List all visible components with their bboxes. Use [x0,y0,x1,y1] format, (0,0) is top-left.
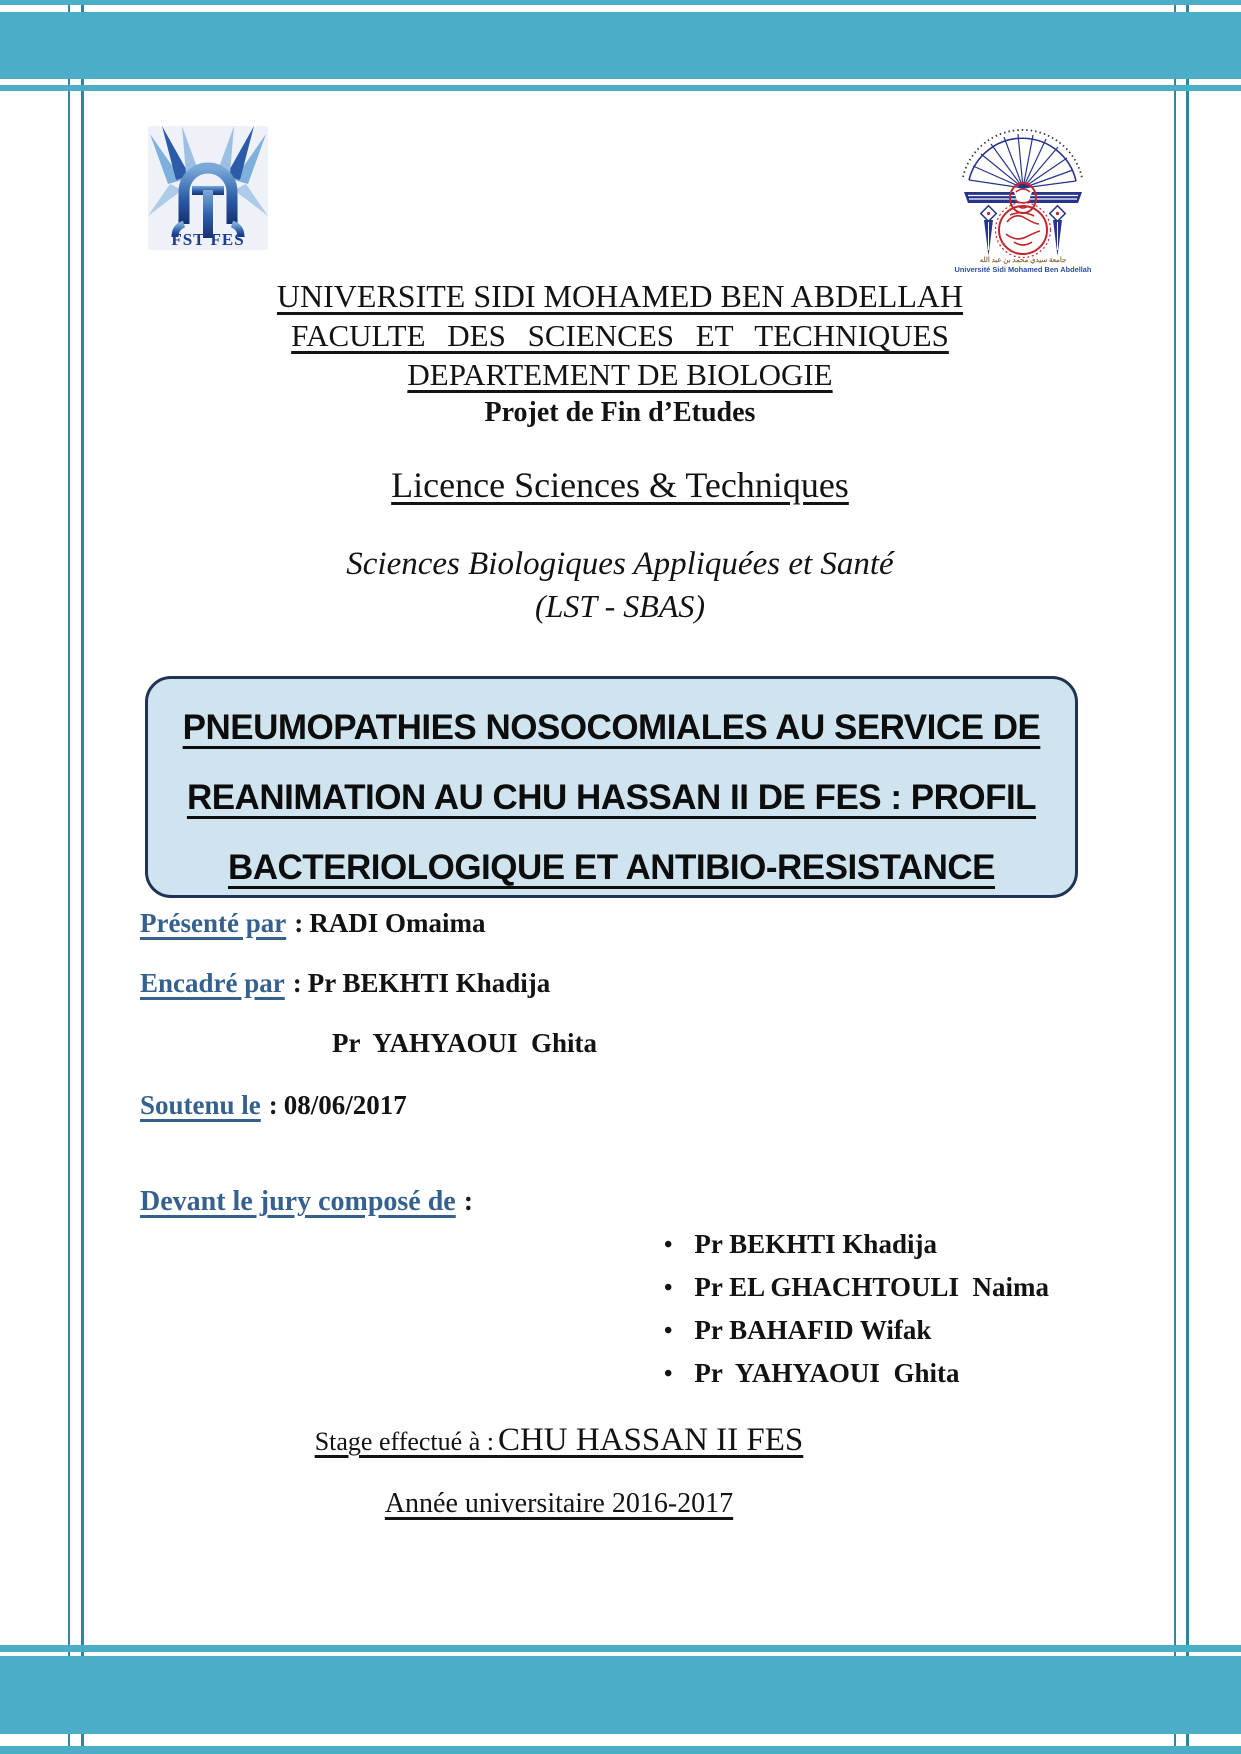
left-outer-border-line [68,0,70,1754]
defense-date-row [140,1090,407,1121]
department-name: DEPARTEMENT DE BIOLOGIE [407,357,833,392]
top-accent-line-2 [0,85,1241,91]
thesis-title-line-3: BACTERIOLOGIQUE ET ANTIBIO-RESISTANCE [227,848,996,887]
usmba-seal-icon [952,108,1094,274]
colon: : [268,1090,278,1120]
jury-member: • Pr EL GHACHTOULI Naima [664,1267,1049,1310]
seal-caption-arabic: جامعة سيدي محمد بن عبد الله [979,256,1067,264]
jury-heading-label: Devant le jury composé de [140,1186,456,1217]
internship-label: Stage effectué à : [314,1427,494,1456]
faculty-name: FACULTE DES SCIENCES ET TECHNIQUES [291,318,949,353]
jury-list [664,1224,1049,1396]
degree-name: Licence Sciences & Techniques [391,465,849,505]
jury-heading-row [140,1186,479,1218]
seal-caption-french: Université Sidi Mohamed Ben Abdellah [954,265,1092,274]
supervised-by-label: Encadré par [140,968,285,998]
thesis-title-line-1: PNEUMOPATHIES NOSOCOMIALES AU SERVICE DE [182,708,1041,747]
academic-year: Année universitaire 2016-2017 [384,1488,734,1519]
project-type: Projet de Fin d’Etudes [484,397,756,428]
supervisor-2: Pr YAHYAOUI Ghita [332,1028,598,1058]
masthead [100,276,1140,626]
internship-location: CHU HASSAN II FES [497,1422,804,1458]
top-border-band [0,12,1241,79]
presented-by-label: Présenté par [140,908,287,938]
program-abbreviation: (LST - SBAS) [534,588,706,624]
jury-member: • Pr YAHYAOUI Ghita [664,1353,1049,1396]
presented-by-value: RADI Omaima [309,908,486,938]
top-accent-line [0,0,1241,5]
program-name: Sciences Biologiques Appliquées et Santé [346,546,894,582]
jury-member: • Pr BEKHTI Khadija [664,1224,1049,1267]
defense-date-value: 08/06/2017 [283,1090,407,1120]
right-inner-border-line [1174,0,1176,1754]
seal-fan [963,130,1082,188]
bottom-accent-line [0,1645,1241,1652]
supervisor-1: Pr BEKHTI Khadija [307,968,551,998]
fst-fes-logo [148,126,268,250]
right-outer-border-line [1186,0,1189,1754]
fst-fes-logo-text: FST FES [171,230,245,249]
thesis-title-line-2: REANIMATION AU CHU HASSAN II DE FES : PROFIL [186,778,1037,817]
defense-date-label: Soutenu le [140,1090,261,1120]
university-name: UNIVERSITE SIDI MOHAMED BEN ABDELLAH [276,278,964,314]
fst-fes-logo-icon [148,126,268,250]
presented-by-row [140,908,485,939]
bottom-border-band [0,1656,1241,1734]
internship-row [84,1422,1034,1459]
supervised-by-row [140,968,550,999]
jury-member: • Pr BAHAFID Wifak [664,1310,1049,1353]
thesis-title-box [145,676,1078,898]
supervisor-2-row [332,1028,597,1059]
usmba-seal [952,108,1094,274]
colon: : [463,1186,474,1217]
colon: : [294,908,304,938]
colon: : [292,968,302,998]
bottom-accent-line-2 [0,1746,1241,1754]
academic-year-row [84,1488,1034,1520]
